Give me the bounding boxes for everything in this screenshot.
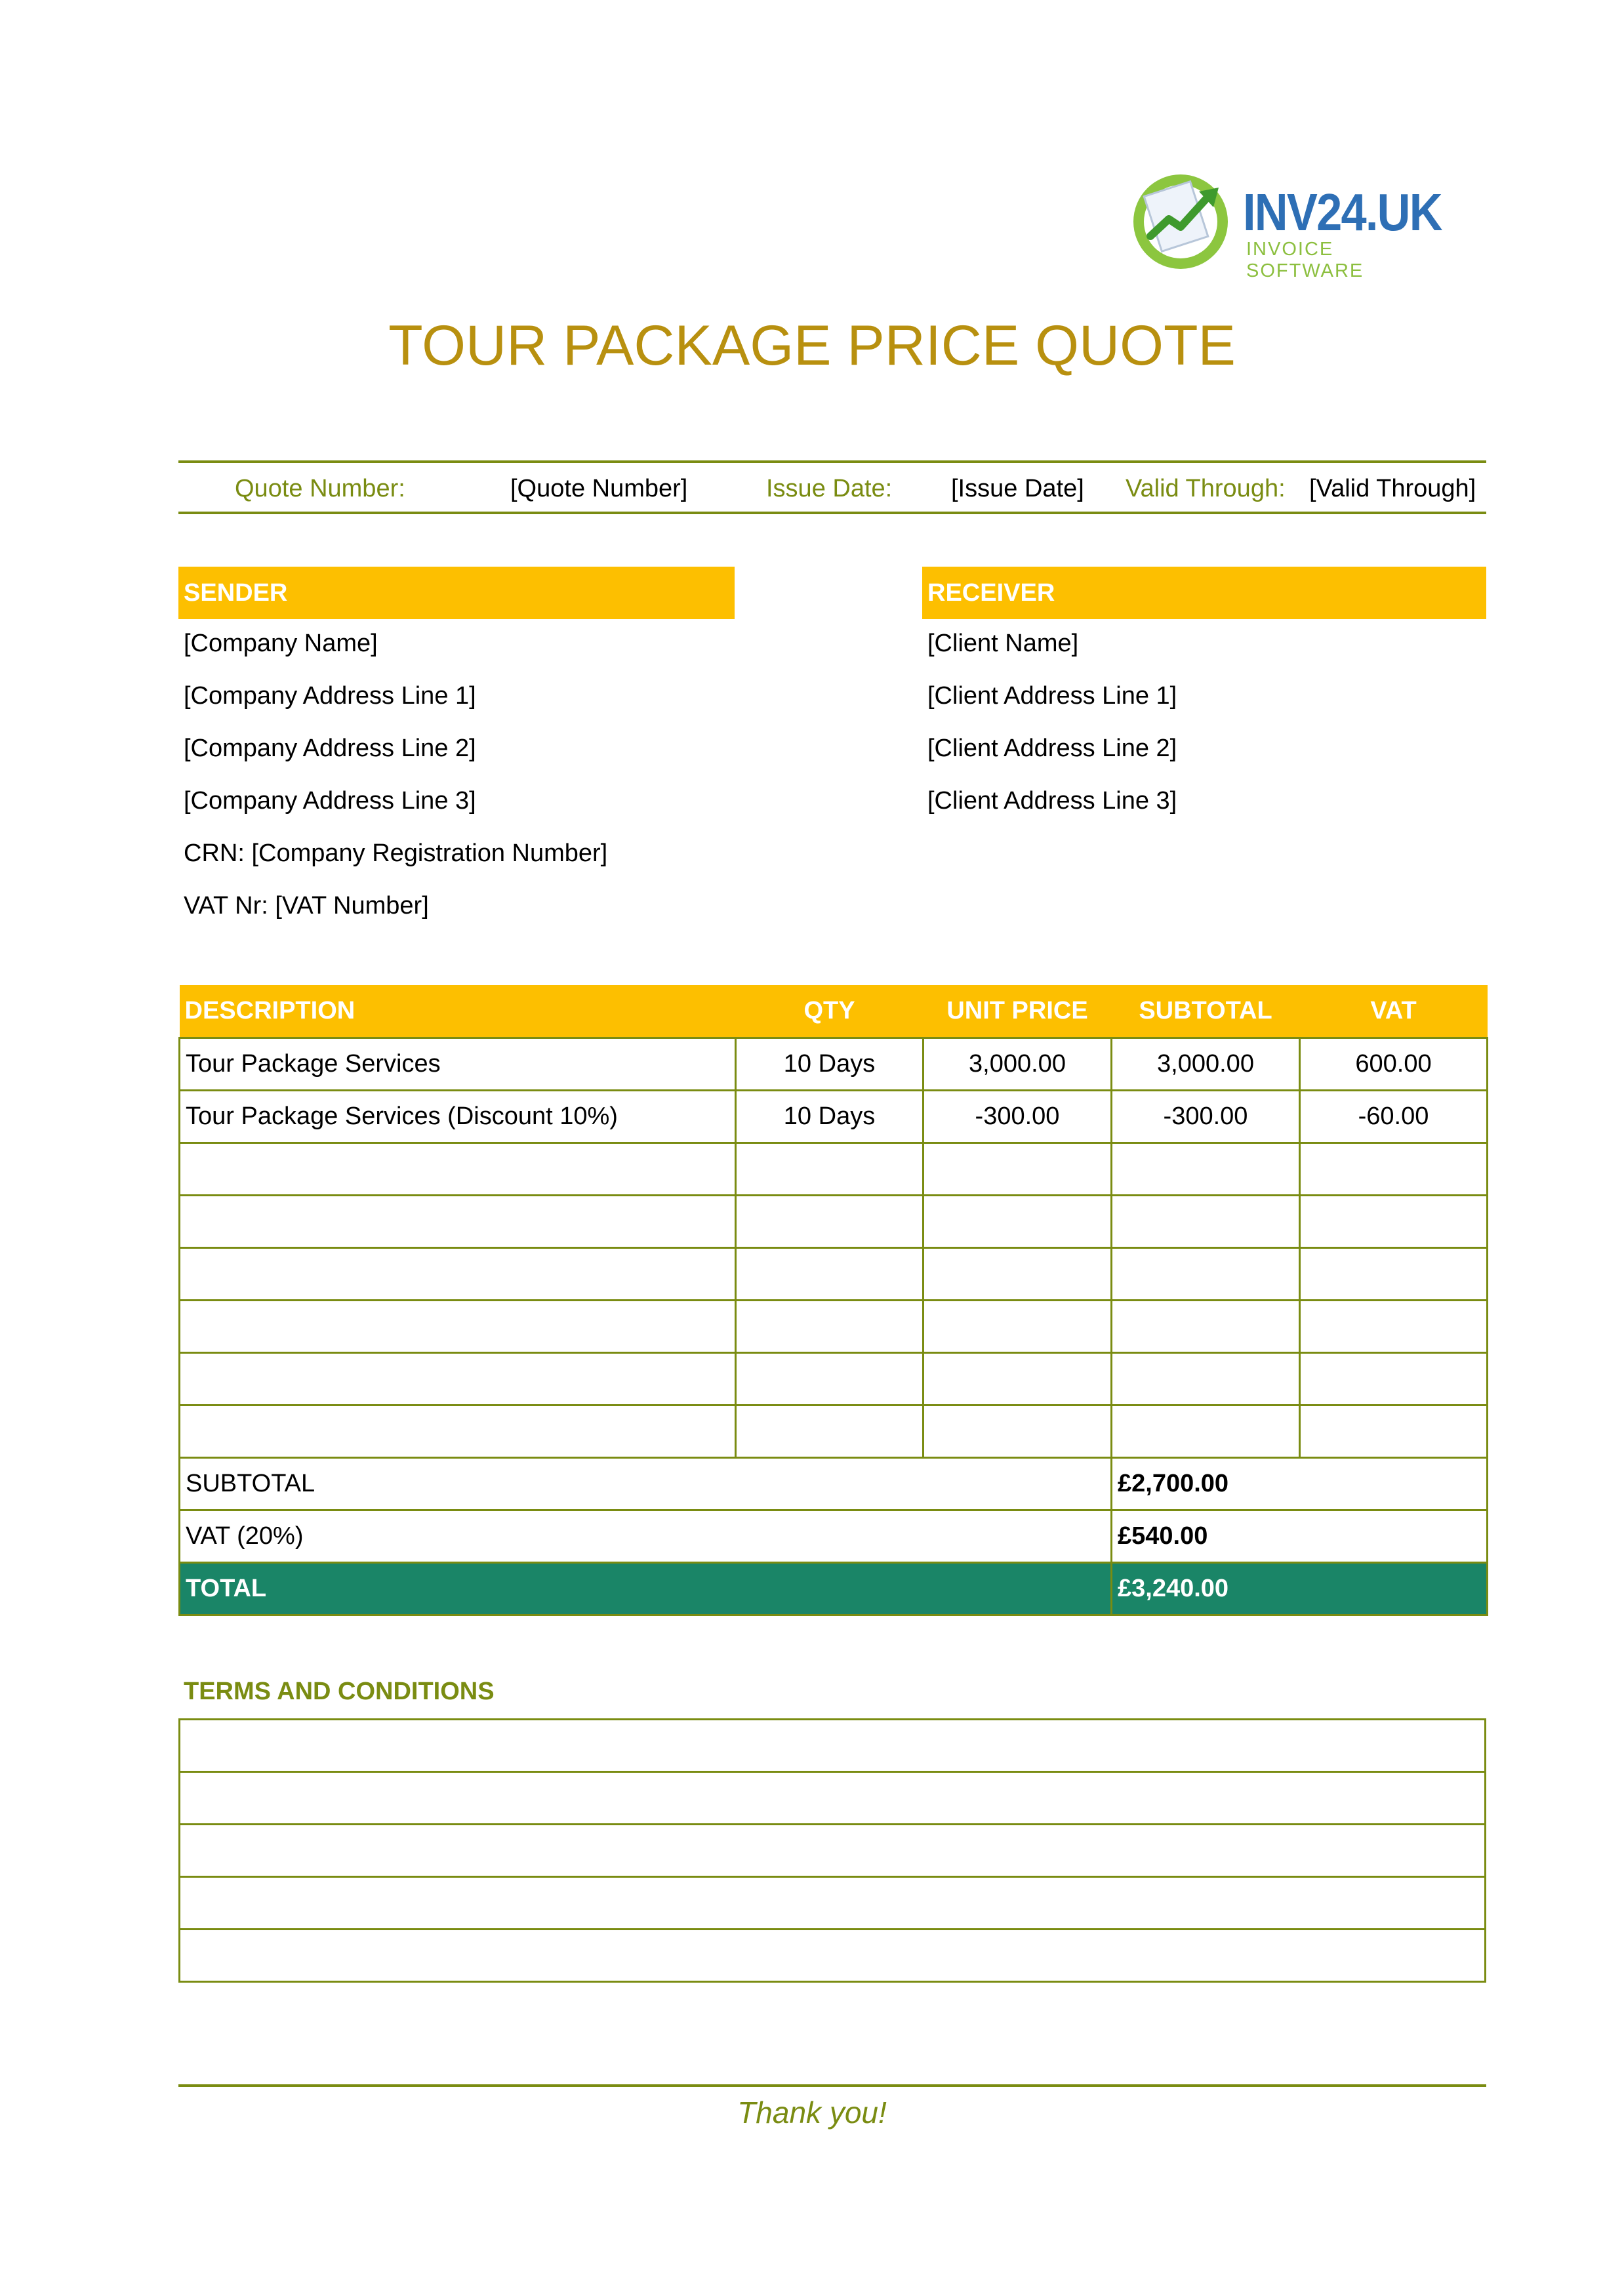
empty-table-row <box>180 1247 1488 1300</box>
total-value: £3,240.00 <box>1112 1562 1488 1615</box>
total-row <box>180 1562 1488 1615</box>
chart-arrow-icon <box>1128 168 1240 273</box>
item-unit-price: -300.00 <box>924 1090 1112 1142</box>
item-vat: -60.00 <box>1300 1090 1488 1142</box>
terms-row <box>180 1825 1486 1877</box>
terms-row <box>180 1772 1486 1825</box>
item-description: Tour Package Services (Discount 10%) <box>180 1090 736 1142</box>
empty-table-row <box>180 1352 1488 1405</box>
logo-tagline: INVOICE SOFTWARE <box>1246 239 1364 281</box>
item-qty: 10 Days <box>736 1090 924 1142</box>
sender-heading: SENDER <box>178 567 735 619</box>
receiver-heading: RECEIVER <box>922 567 1486 619</box>
empty-table-row <box>180 1142 1488 1195</box>
vat-label: VAT (20%) <box>180 1510 1112 1562</box>
sender-address-line-2: [Company Address Line 2] <box>184 735 476 762</box>
item-description: Tour Package Services <box>180 1038 736 1090</box>
valid-through-label: Valid Through: <box>1126 475 1286 502</box>
header-vat: VAT <box>1300 985 1488 1038</box>
issue-date-value: [Issue Date] <box>951 475 1084 502</box>
total-label: TOTAL <box>180 1562 1112 1615</box>
quote-number-label: Quote Number: <box>235 475 405 502</box>
subtotal-value: £2,700.00 <box>1112 1457 1488 1510</box>
item-subtotal: -300.00 <box>1112 1090 1300 1142</box>
terms-heading: TERMS AND CONDITIONS <box>184 1678 495 1705</box>
valid-through-value: [Valid Through] <box>1309 475 1476 502</box>
empty-table-row <box>180 1300 1488 1352</box>
terms-table <box>178 1718 1486 1983</box>
table-row <box>180 1038 1488 1090</box>
issue-date-label: Issue Date: <box>766 475 893 502</box>
quote-number-value: [Quote Number] <box>510 475 688 502</box>
item-vat: 600.00 <box>1300 1038 1488 1090</box>
company-logo <box>1128 168 1456 281</box>
empty-table-row <box>180 1405 1488 1457</box>
table-header-row <box>180 985 1488 1038</box>
terms-row <box>180 1930 1486 1982</box>
receiver-address-line-1: [Client Address Line 1] <box>927 682 1177 710</box>
terms-row <box>180 1720 1486 1772</box>
document-title: TOUR PACKAGE PRICE QUOTE <box>388 314 1236 377</box>
footer-divider <box>178 2084 1486 2087</box>
sender-address-line-1: [Company Address Line 1] <box>184 682 476 710</box>
sender-crn: CRN: [Company Registration Number] <box>184 839 608 867</box>
empty-table-row <box>180 1195 1488 1247</box>
quote-meta-bar <box>178 460 1486 514</box>
receiver-address-line-2: [Client Address Line 2] <box>927 735 1177 762</box>
subtotal-label: SUBTOTAL <box>180 1457 1112 1510</box>
vat-row <box>180 1510 1488 1562</box>
header-subtotal: SUBTOTAL <box>1112 985 1300 1038</box>
header-unit-price: UNIT PRICE <box>924 985 1112 1038</box>
terms-row <box>180 1877 1486 1930</box>
logo-brand-text: INV24.UK <box>1243 183 1442 241</box>
table-row <box>180 1090 1488 1142</box>
header-description: DESCRIPTION <box>180 985 736 1038</box>
sender-company-name: [Company Name] <box>184 630 378 657</box>
receiver-client-name: [Client Name] <box>927 630 1079 657</box>
header-qty: QTY <box>736 985 924 1038</box>
vat-value: £540.00 <box>1112 1510 1488 1562</box>
receiver-address-line-3: [Client Address Line 3] <box>927 787 1177 815</box>
item-qty: 10 Days <box>736 1038 924 1090</box>
subtotal-row <box>180 1457 1488 1510</box>
thank-you-note: Thank you! <box>737 2095 887 2130</box>
item-subtotal: 3,000.00 <box>1112 1038 1300 1090</box>
line-items-table <box>178 985 1488 1616</box>
sender-address-line-3: [Company Address Line 3] <box>184 787 476 815</box>
item-unit-price: 3,000.00 <box>924 1038 1112 1090</box>
sender-vat-number: VAT Nr: [VAT Number] <box>184 892 429 920</box>
